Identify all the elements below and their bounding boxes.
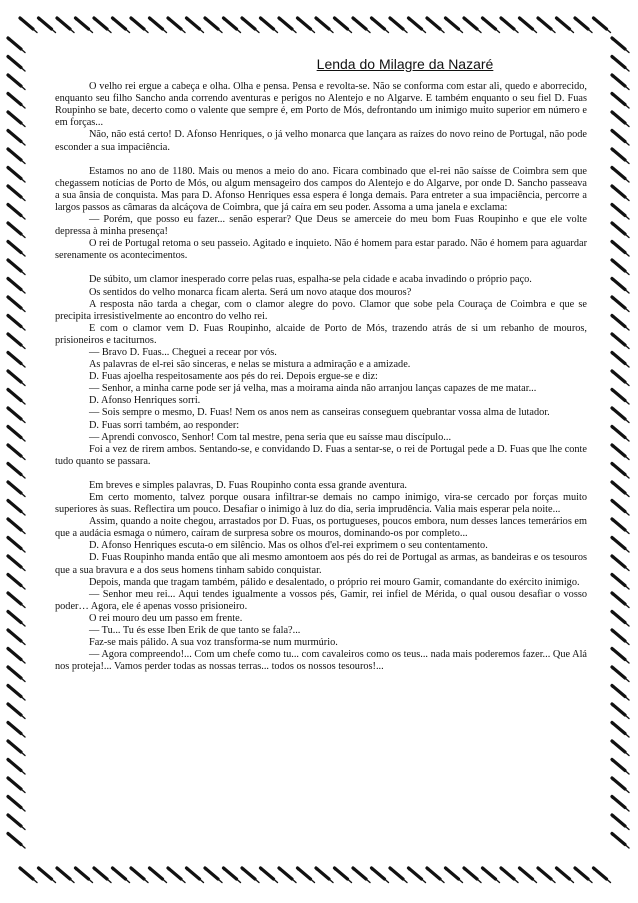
pen-ornament: [112, 17, 130, 32]
pen-ornament: [7, 333, 25, 348]
pen-ornament: [500, 17, 518, 32]
paragraph: — Porém, que posso eu fazer... senão esperar? Que Deus se amerceie do meu bom Fuas Roupinho e que ele volte depressa à minha presença!: [55, 214, 587, 238]
pen-ornament: [7, 278, 25, 293]
pen-ornament: [611, 167, 629, 182]
pen-ornament: [315, 17, 333, 32]
paragraph: Depois, manda que tragam também, pálido e desalentado, o próprio rei mouro Gamir, comandante do exército inimigo.: [89, 576, 580, 588]
pen-ornament: [611, 259, 629, 274]
pen-ornament: [611, 537, 629, 552]
pen-ornament: [223, 17, 241, 32]
paragraph: — Sois sempre o mesmo, D. Fuas! Nem os anos nem as canseiras conseguem quebrantar vossa alma de lutador.: [89, 407, 550, 419]
pen-ornament: [7, 37, 25, 52]
pen-ornament: [7, 185, 25, 200]
pen-ornament: [519, 17, 537, 32]
pen-ornament: [204, 17, 222, 32]
pen-ornament: [611, 222, 629, 237]
paragraph: As palavras de el-rei são sinceras, e nelas se mistura a admiração e a amizade.: [89, 359, 411, 371]
pen-ornament: [167, 867, 185, 882]
paragraph: Assim, quando a noite chegou, arrastados por D. Fuas, os portugueses, poucos embora, num desses lances temerários em que a audácia esmaga o número, caíram de surpresa sobre os mouros, dominando-os por completo...: [55, 516, 587, 540]
pen-ornament: [426, 17, 444, 32]
pen-ornament: [611, 37, 629, 52]
pen-ornament: [389, 867, 407, 882]
pen-ornament: [7, 500, 25, 515]
pen-ornament: [7, 463, 25, 478]
pen-ornament: [130, 17, 148, 32]
pen-ornament: [260, 17, 278, 32]
pen-ornament: [519, 867, 537, 882]
pen-ornament: [611, 241, 629, 256]
pen-ornament: [389, 17, 407, 32]
paragraph: Em certo momento, talvez porque ousara infiltrar-se demais no campo inimigo, vira-se cercado por forças muito superiores às suas. Reflectira um pouco. Desafiar o inimigo à luz do dia, seria imprudência. Valia mais esperar pela noite...: [55, 492, 587, 516]
pen-ornament: [593, 867, 611, 882]
pen-ornament: [611, 315, 629, 330]
pen-ornament: [611, 111, 629, 126]
pen-ornament: [537, 17, 555, 32]
pen-ornament: [297, 867, 315, 882]
pen-ornament: [611, 389, 629, 404]
pen-ornament: [611, 722, 629, 737]
pen-ornament: [7, 148, 25, 163]
pen-ornament: [7, 555, 25, 570]
pen-ornament: [7, 722, 25, 737]
pen-ornament: [7, 518, 25, 533]
pen-ornament: [75, 17, 93, 32]
pen-ornament: [149, 17, 167, 32]
pen-ornament: [445, 867, 463, 882]
pen-ornament: [611, 333, 629, 348]
pen-ornament: [7, 703, 25, 718]
pen-ornament: [260, 867, 278, 882]
pen-ornament: [482, 867, 500, 882]
pen-ornament: [445, 17, 463, 32]
pen-ornament: [7, 352, 25, 367]
pen-ornament: [7, 222, 25, 237]
pen-ornament: [611, 833, 629, 848]
pen-ornament: [611, 685, 629, 700]
pen-ornament: [611, 611, 629, 626]
pen-ornament: [611, 130, 629, 145]
pen-ornament: [297, 17, 315, 32]
paragraph: — Senhor, a minha carne pode ser já velha, mas a moirama ainda não arranjou lanças capazes de me matar...: [89, 383, 537, 395]
pen-ornament: [7, 241, 25, 256]
pen-ornament: [56, 17, 74, 32]
paragraph: Faz-se mais pálido. A sua voz transforma-se num murmúrio.: [89, 637, 338, 649]
pen-ornament: [334, 867, 352, 882]
pen-ornament: [463, 867, 481, 882]
pen-ornament: [19, 867, 37, 882]
pen-ornament: [556, 867, 574, 882]
paragraph: — Agora compreendo!... Com um chefe como tu... com cavaleiros como os teus... nada mais poderemos fazer... Que Alá nos proteja!... Vamos perder todas as nossas terras... todos os nossos tesouros!...: [55, 649, 587, 673]
pen-ornament: [7, 592, 25, 607]
pen-ornament: [186, 17, 204, 32]
pen-ornament: [7, 685, 25, 700]
pen-ornament: [7, 204, 25, 219]
pen-ornament: [611, 740, 629, 755]
pen-ornament: [7, 130, 25, 145]
paragraph: Estamos no ano de 1180. Mais ou menos a meio do ano. Ficara combinado que el-rei não saísse de Coimbra sem que chegassem notícias de Porto de Mós, ou algum mensageiro dos campos do Alentejo e do Algarve, por onde D. Sancho passeava a sua ânsia de conquista. Mas para D. Afonso Henriques essa espera é longa demais. Para entreter a sua impaciência, percorre a largos passos as câmaras da alcáçova de Coimbra, que já caíra em seu poder. Assoma a uma janela e exclama:: [55, 165, 587, 213]
pen-ornament: [611, 592, 629, 607]
pen-ornament: [611, 426, 629, 441]
pen-ornament: [7, 444, 25, 459]
pen-ornament: [7, 574, 25, 589]
pen-ornament: [7, 648, 25, 663]
pen-ornament: [7, 370, 25, 385]
pen-ornament: [7, 833, 25, 848]
pen-ornament: [19, 17, 37, 32]
pen-ornament: [500, 867, 518, 882]
pen-ornament: [334, 17, 352, 32]
pen-ornament: [7, 666, 25, 681]
pen-ornament: [315, 867, 333, 882]
pen-ornament: [7, 407, 25, 422]
pen-ornament: [7, 759, 25, 774]
pen-ornament: [7, 814, 25, 829]
pen-ornament: [611, 518, 629, 533]
pen-ornament: [7, 315, 25, 330]
paragraph: O velho rei ergue a cabeça e olha. Olha e pensa. Pensa e revolta-se. Não se conforma com estar ali, quedo e aborrecido, enquanto seu filho Sancho anda correndo aventuras e perigos no Alentejo e no Algarve. E também enquanto o seu fiel D. Fuas Roupinho se bate, decerto como o valente que sempre é, em Porto de Mós, defrontando um inimigo muito superior em número e em forças...: [55, 81, 587, 129]
paragraph: D. Fuas Roupinho manda então que ali mesmo amontoem aos pés do rei de Portugal as armas, as bandeiras e os tesouros que a sua bravura e a dos seus homens tinham sabido conquistar.: [55, 552, 587, 576]
paragraph: Em breves e simples palavras, D. Fuas Roupinho conta essa grande aventura.: [89, 479, 407, 491]
pen-ornament: [93, 17, 111, 32]
pen-ornament: [352, 867, 370, 882]
paragraph: Foi a vez de rirem ambos. Sentando-se, e convidando D. Fuas a sentar-se, o rei de Portugal pede a D. Fuas que lhe conte tudo quanto se passara.: [55, 443, 587, 467]
paragraph: D. Fuas sorri também, ao responder:: [89, 419, 240, 431]
pen-ornament: [7, 111, 25, 126]
pen-ornament: [611, 463, 629, 478]
paragraph: D. Fuas ajoelha respeitosamente aos pés do rei. Depois ergue-se e diz:: [89, 371, 378, 383]
pen-ornament: [482, 17, 500, 32]
pen-ornament: [7, 93, 25, 108]
paragraph: E com o clamor vem D. Fuas Roupinho, alcaide de Porto de Mós, trazendo atrás de si um rebanho de mouros, prisioneiros e taciturnos.: [55, 322, 587, 346]
pen-ornament: [611, 666, 629, 681]
pen-ornament: [186, 867, 204, 882]
pen-ornament: [408, 867, 426, 882]
pen-ornament: [7, 426, 25, 441]
pen-ornament: [7, 167, 25, 182]
pen-ornament: [167, 17, 185, 32]
pen-ornament: [278, 17, 296, 32]
paragraph: Os sentidos do velho monarca ficam alerta. Será um novo ataque dos mouros?: [89, 286, 412, 298]
pen-ornament: [611, 370, 629, 385]
pen-ornament: [611, 444, 629, 459]
paragraph: — Senhor meu rei... Aqui tendes igualmente a vossos pés, Gamir, rei infiel de Mérida, o qual ousou desafiar o vosso poder… Agora, ele é apenas vosso prisioneiro.: [55, 588, 587, 612]
pen-ornament: [611, 648, 629, 663]
pen-ornament: [611, 796, 629, 811]
pen-ornament: [426, 867, 444, 882]
pen-ornament: [611, 777, 629, 792]
paragraph: O rei de Portugal retoma o seu passeio. Agitado e inquieto. Não é homem para estar parado. Não é homem para aguardar serenamente os acontecimentos.: [55, 238, 587, 262]
pen-ornament: [611, 407, 629, 422]
pen-ornament: [93, 867, 111, 882]
pen-ornament: [611, 352, 629, 367]
paragraph: — Aprendi convosco, Senhor! Com tal mestre, pena seria que eu saísse mau discípulo...: [89, 431, 452, 443]
paragraph: A resposta não tarda a chegar, com o clamor alegre do povo. Clamor que sobe pela Couraça de Coimbra e que se precipita irresistivelmente ao encontro do velho rei.: [55, 298, 587, 322]
pen-ornament: [611, 204, 629, 219]
pen-ornament: [463, 17, 481, 32]
pen-ornament: [611, 74, 629, 89]
pen-ornament: [371, 867, 389, 882]
pen-ornament: [7, 629, 25, 644]
document-body: [55, 58, 587, 673]
paragraph: — Tu... Tu és esse Iben Erik de que tanto se fala?...: [89, 625, 301, 637]
pen-ornament: [611, 629, 629, 644]
pen-ornament: [611, 148, 629, 163]
pen-ornament: [7, 481, 25, 496]
pen-ornament: [7, 296, 25, 311]
pen-ornament: [7, 389, 25, 404]
pen-ornament: [611, 814, 629, 829]
pen-ornament: [130, 867, 148, 882]
pen-ornament: [611, 278, 629, 293]
pen-ornament: [574, 867, 592, 882]
pen-ornament: [611, 296, 629, 311]
pen-ornament: [7, 777, 25, 792]
pen-ornament: [408, 17, 426, 32]
pen-ornament: [611, 703, 629, 718]
pen-ornament: [611, 481, 629, 496]
pen-ornament: [204, 867, 222, 882]
pen-ornament: [556, 17, 574, 32]
pen-ornament: [38, 17, 56, 32]
pen-ornament: [574, 17, 592, 32]
paragraph: De súbito, um clamor inesperado corre pelas ruas, espalha-se pela cidade e acaba invadindo o próprio paço.: [89, 274, 532, 286]
pen-ornament: [223, 867, 241, 882]
paragraph: — Bravo D. Fuas... Cheguei a recear por vós.: [89, 346, 277, 358]
pen-ornament: [611, 185, 629, 200]
pen-ornament: [537, 867, 555, 882]
paragraph: D. Afonso Henriques escuta-o em silêncio. Mas os olhos d'el-rei exprimem o seu contentamento.: [89, 540, 488, 552]
pen-ornament: [38, 867, 56, 882]
pen-ornament: [611, 56, 629, 71]
paragraph: O rei mouro deu um passo em frente.: [89, 612, 243, 624]
paragraph: D. Afonso Henriques sorri.: [89, 395, 201, 407]
pen-ornament: [241, 867, 259, 882]
page-title: Lenda do Milagre da Nazaré: [316, 56, 494, 72]
pen-ornament: [7, 537, 25, 552]
pen-ornament: [611, 93, 629, 108]
pen-ornament: [593, 17, 611, 32]
pen-ornament: [7, 259, 25, 274]
pen-ornament: [611, 500, 629, 515]
pen-ornament: [7, 611, 25, 626]
pen-ornament: [7, 796, 25, 811]
pen-ornament: [112, 867, 130, 882]
pen-ornament: [611, 555, 629, 570]
pen-ornament: [149, 867, 167, 882]
pen-ornament: [7, 56, 25, 71]
pen-ornament: [352, 17, 370, 32]
paragraph: Não, não está certo! D. Afonso Henriques, o já velho monarca que lançara as raízes do novo reino de Portugal, não pode esconder a sua impaciência.: [55, 129, 587, 153]
pen-ornament: [7, 740, 25, 755]
pen-ornament: [241, 17, 259, 32]
pen-ornament: [7, 74, 25, 89]
pen-ornament: [278, 867, 296, 882]
pen-ornament: [371, 17, 389, 32]
pen-ornament: [611, 574, 629, 589]
pen-ornament: [56, 867, 74, 882]
pen-ornament: [611, 759, 629, 774]
pen-ornament: [75, 867, 93, 882]
